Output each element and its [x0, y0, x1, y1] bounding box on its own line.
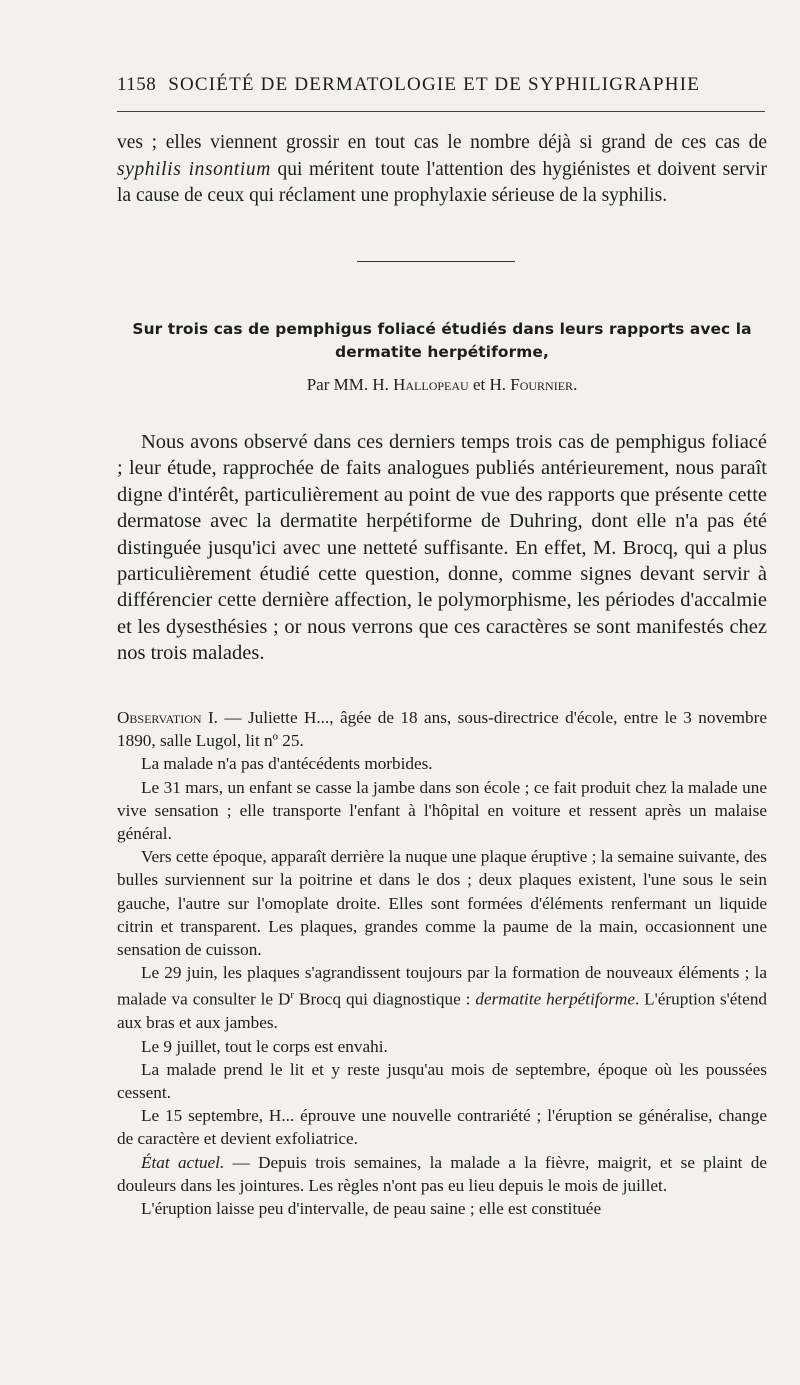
paragraph-7: Le 15 septembre, H... éprouve une nouvelle contrariété ; l'éruption se généralise, change de caractère et devient exfoliatrice.: [117, 1106, 767, 1149]
paragraph-4: [117, 961, 767, 1034]
author-hallopeau: Hallopeau: [393, 375, 469, 394]
intro-text-1: ves ; elles viennent grossir en tout cas le nombre déjà si grand de ces cas de: [117, 132, 767, 153]
authors-prefix: Par MM. H.: [306, 375, 394, 394]
p4-text-a: Le 29 juin, les plaques s'agrandissent toujours par la formation de nouveaux éléments ; la malade va consulter le D: [117, 963, 767, 1010]
paragraph-9: L'éruption laisse peu d'intervalle, de peau saine ; elle est constituée: [141, 1199, 602, 1218]
p4-superscript: r: [290, 989, 295, 1002]
observation-block: [117, 706, 767, 1220]
observation-number: I.: [201, 708, 218, 727]
header-rule: [117, 111, 765, 112]
paragraph-6: La malade prend le lit et y reste jusqu'au mois de septembre, époque où les poussées cessent.: [117, 1059, 767, 1102]
observation-heading: [117, 706, 767, 752]
paragraph-3: Vers cette époque, apparaît derrière la nuque une plaque éruptive ; la semaine suivante, des bulles surviennent sur la poitrine et dans le dos ; deux plaques existent, l'une sous le sein gauche, l'autre sur l'omoplate droite. Elles sont formées d'éléments renfermant un liquide citrin et transparent. Les plaques, grandes comme la paume de la main, occasionnent une sensation de cuisson.: [117, 847, 767, 960]
paragraph-2: Le 31 mars, un enfant se casse la jambe dans son école ; ce fait produit chez la malade une vive sensation ; elle transporte l'enfant à l'hôpital en voiture et ressent après un malaise général.: [117, 777, 767, 844]
p4-italic: dermatite herpétiforme: [475, 990, 635, 1010]
page-number: 1158: [117, 74, 157, 95]
article-title: Sur trois cas de pemphigus foliacé étudiés dans leurs rapports avec la dermatite herpétiforme,: [132, 320, 752, 361]
paragraph-8: [117, 1151, 767, 1197]
paragraph-1: La malade n'a pas d'antécédents morbides.: [141, 754, 433, 774]
article-authors: [117, 375, 767, 395]
p4-text-b: Brocq qui diagnostique :: [294, 990, 476, 1010]
paragraph-5: Le 9 juillet, tout le corps est envahi.: [141, 1036, 388, 1056]
p4-text-c: . L'éruption s'étend aux bras et aux jambes.: [117, 990, 768, 1033]
intro-italic: syphilis insontium: [117, 158, 271, 180]
author-fournier: Fournier: [510, 375, 574, 394]
intro-paragraph: [117, 130, 767, 210]
main-paragraph: Nous avons observé dans ces derniers temps trois cas de pemphigus foliacé ; leur étude, rapprochée de faits analogues publiés antérieurement, nous paraît digne d'intérêt, particulièrement au point de vue des rapports que présente cette dermatose avec la dermatite herpétiforme de Duhring, dont elle n'a pas été distinguée jusqu'ici avec une netteté suffisante. En effet, M. Brocq, qui a plus particulièrement étudié cette question, donne, comme signes devant servir à différencier cette dernière affection, le polymorphisme, les périodes d'accalmie et les dysesthésies ; or nous verrons que ces caractères se sont manifestés chez nos trois malades.: [117, 431, 767, 665]
running-header: [117, 74, 767, 96]
authors-suffix: .: [573, 375, 578, 394]
authors-mid: et H.: [468, 375, 511, 394]
p8-italic: État actuel.: [141, 1152, 225, 1172]
section-separator: [357, 261, 515, 262]
p8-text: — Depuis trois semaines, la malade a la fièvre, maigrit, et se plaint de douleurs dans les jointures. Les règles n'ont pas eu lieu depuis le mois de juillet.: [117, 1152, 767, 1195]
intro-text-2: qui méritent toute l'attention des hygiénistes et doivent servir la cause de ceux qui réclament une prophylaxie sérieuse de la syphilis.: [117, 158, 767, 207]
running-title: SOCIÉTÉ DE DERMATOLOGIE ET DE SYPHILIGRAPHIE: [168, 74, 701, 95]
observation-label: Observation: [117, 708, 202, 727]
observation-text: — Juliette H..., âgée de 18 ans, sous-directrice d'école, entre le 3 novembre 1890, salle Lugol, lit nº 25.: [117, 708, 767, 751]
